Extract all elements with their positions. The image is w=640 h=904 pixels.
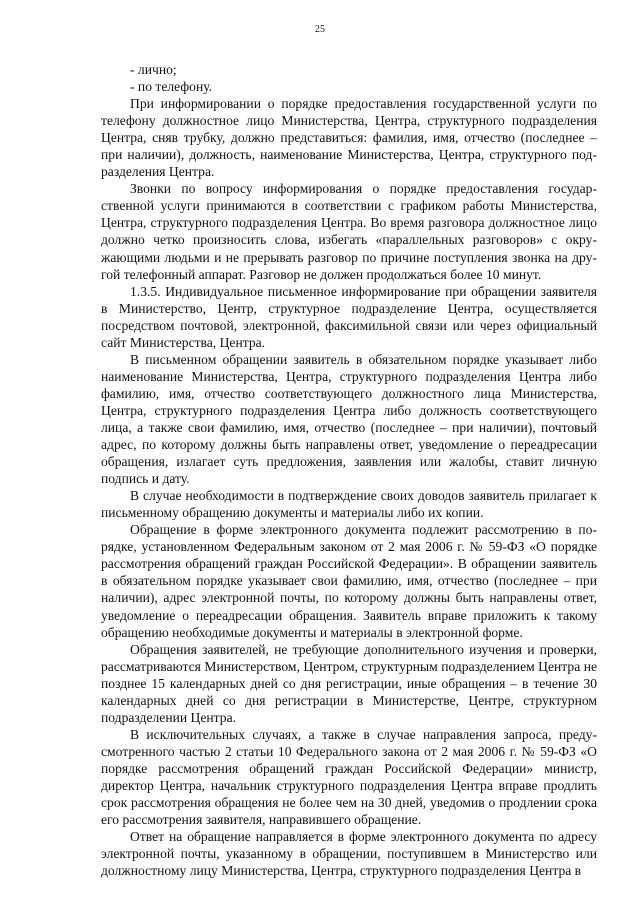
paragraph-review-deadlines: Обращения заявителей, не требующие дополнительного изучения и проверки, рассматриваются Министерством, Центром, структурным подразделением Центра не позднее 15 календарных дней со дня регистрации, иные обращения – в течение 30 календарных дней со дня регистрации в Министерстве, Центре, структурном подразделении Центра. xyxy=(101,641,597,725)
paragraph-phone-informing: При информировании о порядке предоставления государственной услуги по телефону должностное лицо Министерства, Центра, структурного подразделения Центра, сняв трубку, должно представиться: фамилия, имя, отчество (последнее – при наличии), должность, наименование Министерства, Центра, структурного подразделения Центра. xyxy=(101,96,597,180)
list-item-by-phone: - по телефону. xyxy=(130,79,213,95)
paragraph-supporting-documents: В случае необходимости в подтверждение своих доводов заявитель прилагает к письменному обращению документы и материалы либо их копии. xyxy=(101,488,597,521)
paragraph-response-delivery: Ответ на обращение направляется в форме электронного документа по адресу электронной почты, указанному в обращении, поступившем в Министерство или должностному лицу Министерства, Центра, структурного подразделения Центра в xyxy=(101,829,597,879)
paragraph-calls-schedule: Звонки по вопросу информирования о порядке предоставления государственной услуги принимаются в соответствии с графиком работы Министерства, Центра, структурного подразделения Центра. Во время разговора должностное лицо должно четко произносить слова, избегать «параллельных разговоров» с окружающими людьми и не прерывать разговор по причине поступления звонка на другой телефонный аппарат. Разговор не должен продолжаться более 10 минут. xyxy=(101,181,597,282)
list-item-in-person: - лично; xyxy=(130,62,177,77)
document-body xyxy=(101,61,597,879)
paragraph-exceptional-cases: В исключительных случаях, а также в случае направления запроса, предусмотренного частью 2 статьи 10 Федерального закона от 2 мая 2006 г. № 59-ФЗ «О порядке рассмотрения обращений граждан Российской Федерации» министр, директор Центра, начальник структурного подразделения Центра вправе продлить срок рассмотрения обращения не более чем на 30 дней, уведомив о продлении срока его рассмотрения заявителя, направившего обращение. xyxy=(101,726,597,828)
paragraph-written-appeal-requirements: В письменном обращении заявитель в обязательном порядке указывает либо наименование Министерства, Центра, структурного подразделения Центра либо фамилию, имя, отчество соответствующего должностного лица Министерства, Центра, структурного подразделения Центра либо должность соответствующего лица, а также свои фамилию, имя, отчество (последнее – при наличии), почтовый адрес, по которому должны быть направлены ответ, уведомление о переадресации обращения, излагает суть предложения, заявления или жалобы, ставит личную подпись и дату. xyxy=(101,351,597,487)
paragraph-electronic-document-appeal: Обращение в форме электронного документа подлежит рассмотрению в порядке, установленном Федеральным законом от 2 мая 2006 г. № 59-ФЗ «О порядке рассмотрения обращений граждан Российской Федерации». В обращении заявитель в обязательном порядке указывает свои фамилию, имя, отчество (последнее – при наличии), адрес электронной почты, по которому должны быть направлены ответ, уведомление о переадресации обращения. Заявитель вправе приложить к такому обращению необходимые документы и материалы в электронной форме. xyxy=(101,522,597,640)
paragraph-section-1-3-5: 1.3.5. Индивидуальное письменное информирование при обращении заявителя в Министерство, Центр, структурное подразделение Центра, осуществляется посредством почтовой, электронной, факсимильной связи или через официальный сайт Министерства, Центра. xyxy=(101,283,597,350)
page-number: 25 xyxy=(315,24,325,35)
